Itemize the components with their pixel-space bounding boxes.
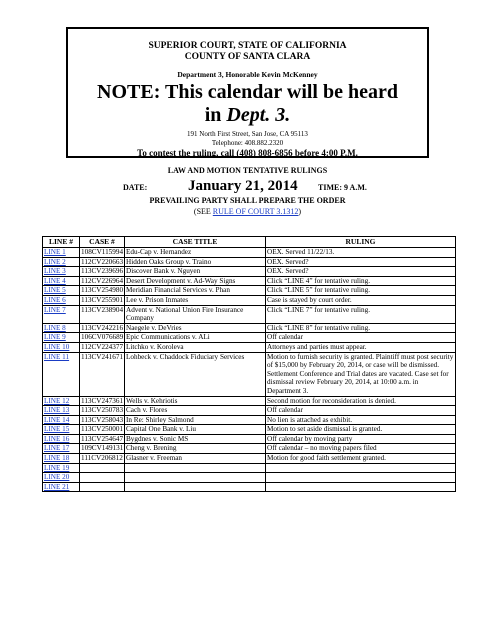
date-label: DATE: [123, 183, 148, 192]
case-number-cell: 109CV149131 [81, 444, 124, 453]
line-link[interactable]: LINE 14 [44, 415, 70, 424]
table-row [43, 482, 456, 492]
table-row [43, 425, 456, 435]
case-title-cell [125, 473, 266, 483]
line-link[interactable]: LINE 7 [44, 305, 66, 314]
line-cell [43, 276, 80, 286]
header-ruling: RULING [266, 237, 456, 248]
case-number-cell [80, 482, 125, 492]
table-row [43, 267, 456, 277]
ruling-cell: Off calendar by moving party [266, 434, 456, 444]
line-cell [43, 342, 80, 352]
ruling-cell: Click “LINE 5” for tentative ruling. [266, 286, 456, 296]
case-number-cell: 113CV247361 [81, 396, 124, 405]
case-number-cell: 113CV250783 [81, 406, 124, 415]
case-number-cell: 113CV250001 [81, 425, 124, 434]
rulings-table [42, 236, 456, 492]
ruling-cell: Off calendar [266, 406, 456, 416]
line-cell [43, 473, 80, 483]
table-row [43, 257, 456, 267]
table-row [43, 396, 456, 406]
line-link[interactable]: LINE 6 [44, 295, 66, 304]
line-cell [43, 295, 80, 305]
line-cell [43, 463, 80, 473]
case-number-cell [80, 463, 125, 473]
line-link[interactable]: LINE 13 [44, 406, 70, 415]
line-link[interactable]: LINE 18 [44, 454, 70, 463]
table-row [43, 286, 456, 296]
case-number-cell: 113CV239696 [81, 267, 124, 276]
table-row [43, 434, 456, 444]
see-rule-note [0, 207, 495, 216]
contest-instructions: To contest the ruling, call (408) 808-6856 before 4:00 P.M. [137, 148, 358, 158]
line-link[interactable]: LINE 9 [44, 333, 66, 342]
line-cell [43, 257, 80, 267]
case-title-cell: Lohbeck v. Chaddock Fiduciary Services [125, 352, 266, 396]
case-title-cell: Cach v. Flores [125, 406, 266, 416]
line-link[interactable]: LINE 3 [44, 267, 66, 276]
ruling-cell: OEX. Served 11/22/13. [266, 248, 456, 258]
time-value: 9 A.M. [344, 183, 367, 192]
table-row [43, 333, 456, 343]
court-address: 191 North First Street, San Jose, CA 95113 [187, 130, 308, 138]
line-cell [43, 482, 80, 492]
prevailing-party-notice: PREVAILING PARTY SHALL PREPARE THE ORDER [149, 196, 346, 205]
table-row [43, 248, 456, 258]
table-row [43, 342, 456, 352]
line-link[interactable]: LINE 17 [44, 444, 70, 453]
line-cell [43, 406, 80, 416]
line-link[interactable]: LINE 11 [44, 352, 70, 361]
ruling-cell [266, 482, 456, 492]
ruling-cell: OEX. Served? [266, 267, 456, 277]
header-line-number: LINE # [43, 237, 80, 248]
case-number-cell: 108CV115994 [81, 248, 124, 256]
line-cell [43, 425, 80, 435]
case-title-cell: Meridian Financial Services v. Phan [125, 286, 266, 296]
time-label: TIME: [318, 183, 342, 192]
case-number-cell [80, 473, 125, 483]
line-cell [43, 267, 80, 277]
line-link[interactable]: LINE 4 [44, 276, 66, 285]
case-number-cell: 113CV241671 [80, 352, 125, 396]
line-cell [43, 286, 80, 296]
case-title-cell: Hidden Oaks Group v. Traino [125, 257, 266, 267]
table-row [43, 454, 456, 464]
table-row [43, 352, 456, 396]
ruling-cell: Motion to furnish security is granted. Plaintiff must post security of $15,000 by February 20, 2014, or case will be dismissed. Settlement Conference and Trial dates are vacated. Case set for dismissal review February 20, 2014, at 10:00 a.m. in Department 3. [266, 352, 456, 396]
ruling-cell: No lien is attached as exhibit. [266, 415, 456, 425]
case-number-cell: 112CV226964 [81, 276, 124, 285]
date-row [0, 178, 495, 196]
ruling-cell: Off calendar [266, 333, 456, 343]
table-row [43, 295, 456, 305]
line-cell [43, 352, 80, 396]
line-link[interactable]: LINE 2 [44, 257, 66, 266]
ruling-cell: Second motion for reconsideration is denied. [266, 396, 456, 406]
court-name: SUPERIOR COURT, STATE OF CALIFORNIA [148, 41, 347, 51]
court-header-box [66, 27, 429, 158]
case-title-cell: Lee v. Prison Inmates [125, 295, 266, 305]
line-cell [43, 248, 80, 258]
line-cell [43, 333, 80, 343]
line-cell [43, 396, 80, 406]
case-title-cell: Discover Bank v. Nguyen [125, 267, 266, 277]
note-line-2 [68, 104, 427, 126]
ruling-cell [266, 463, 456, 473]
line-link[interactable]: LINE 16 [44, 434, 70, 443]
line-link[interactable]: LINE 21 [44, 482, 70, 491]
case-number-cell: 112CV224377 [81, 342, 124, 351]
case-number-cell: 113CV238904 [80, 305, 125, 323]
case-title-cell [125, 482, 266, 492]
line-link[interactable]: LINE 12 [44, 396, 70, 405]
ruling-cell: Off calendar – no moving papers filed [266, 444, 456, 454]
department-judge: Department 3, Honorable Kevin McKenney [177, 70, 318, 79]
table-row [43, 323, 456, 333]
table-row [43, 415, 456, 425]
rule-of-court-link[interactable]: RULE OF COURT 3.1312 [212, 207, 299, 216]
ruling-cell: Click “LINE 8” for tentative ruling. [266, 323, 456, 333]
ruling-cell: Motion to set aside dismissal is granted. [266, 425, 456, 435]
ruling-cell: Click “LINE 4” for tentative ruling. [266, 276, 456, 286]
ruling-cell: Case is stayed by court order. [266, 295, 456, 305]
line-cell [43, 434, 80, 444]
line-cell [43, 454, 80, 464]
table-row [43, 463, 456, 473]
case-number-cell: 113CV242216 [81, 323, 124, 332]
line-link[interactable]: LINE 20 [44, 473, 70, 482]
case-number-cell: 113CV254647 [81, 434, 124, 443]
line-link[interactable]: LINE 5 [44, 286, 66, 295]
note-dept: Dept. 3. [226, 104, 291, 126]
see-prefix: (SEE [193, 207, 213, 216]
table-header-row [43, 237, 456, 248]
county-name: COUNTY OF SANTA CLARA [184, 52, 311, 62]
case-title-cell: Advent v. National Union Fire Insurance Company [125, 305, 266, 323]
line-link[interactable]: LINE 1 [44, 248, 66, 256]
line-link[interactable]: LINE 19 [44, 463, 70, 472]
date-value: January 21, 2014 [188, 178, 298, 194]
case-number-cell: 113CV255901 [81, 295, 124, 304]
note-prefix: in [204, 104, 227, 126]
case-title-cell: In Re: Shirley Salmond [125, 415, 266, 425]
case-title-cell: Bygdnes v. Sonic MS [125, 434, 266, 444]
case-number-cell: 112CV220663 [81, 257, 124, 266]
line-link[interactable]: LINE 10 [44, 342, 70, 351]
case-title-cell: Epic Communications v. ALi [125, 333, 266, 343]
case-title-cell: Naegele v. DeVries [125, 323, 266, 333]
ruling-cell: Attorneys and parties must appear. [266, 342, 456, 352]
header-case-title: CASE TITLE [125, 237, 266, 248]
case-title-cell: Edu-Cap v. Hernandez [125, 248, 266, 258]
case-title-cell: Desert Development v. Ad-Way Signs [125, 276, 266, 286]
ruling-cell: OEX. Served? [266, 257, 456, 267]
case-number-cell: 113CV258043 [81, 415, 124, 424]
case-number-cell: 111CV206812 [81, 454, 123, 463]
case-title-cell: Glasner v. Freeman [125, 454, 266, 464]
note-line-1: NOTE: This calendar will be heard [97, 81, 398, 103]
table-row [43, 305, 456, 323]
line-link[interactable]: LINE 8 [44, 323, 66, 332]
ruling-cell: Motion for good faith settlement granted. [266, 454, 456, 464]
table-row [43, 276, 456, 286]
header-case-number: CASE # [80, 237, 125, 248]
line-cell [43, 323, 80, 333]
case-title-cell: Capital One Bank v. Liu [125, 425, 266, 435]
table-row [43, 444, 456, 454]
case-number-cell: 113CV254980 [81, 286, 124, 295]
table-row [43, 473, 456, 483]
line-link[interactable]: LINE 15 [44, 425, 70, 434]
ruling-cell [266, 473, 456, 483]
case-title-cell [125, 463, 266, 473]
line-cell [43, 415, 80, 425]
case-number-cell: 106CV076689 [81, 333, 124, 342]
case-title-cell: Cheng v. Brening [125, 444, 266, 454]
line-cell [43, 305, 80, 323]
case-title-cell: Litchko v. Koroleva [125, 342, 266, 352]
table-row [43, 406, 456, 416]
calendar-title: LAW AND MOTION TENTATIVE RULINGS [167, 166, 328, 175]
case-title-cell: Wells v. Kehriotis [125, 396, 266, 406]
see-suffix: ) [298, 207, 302, 216]
ruling-cell: Click “LINE 7” for tentative ruling. [266, 305, 456, 323]
line-cell [43, 444, 80, 454]
court-telephone: Telephone: 408.882.2320 [211, 139, 284, 147]
